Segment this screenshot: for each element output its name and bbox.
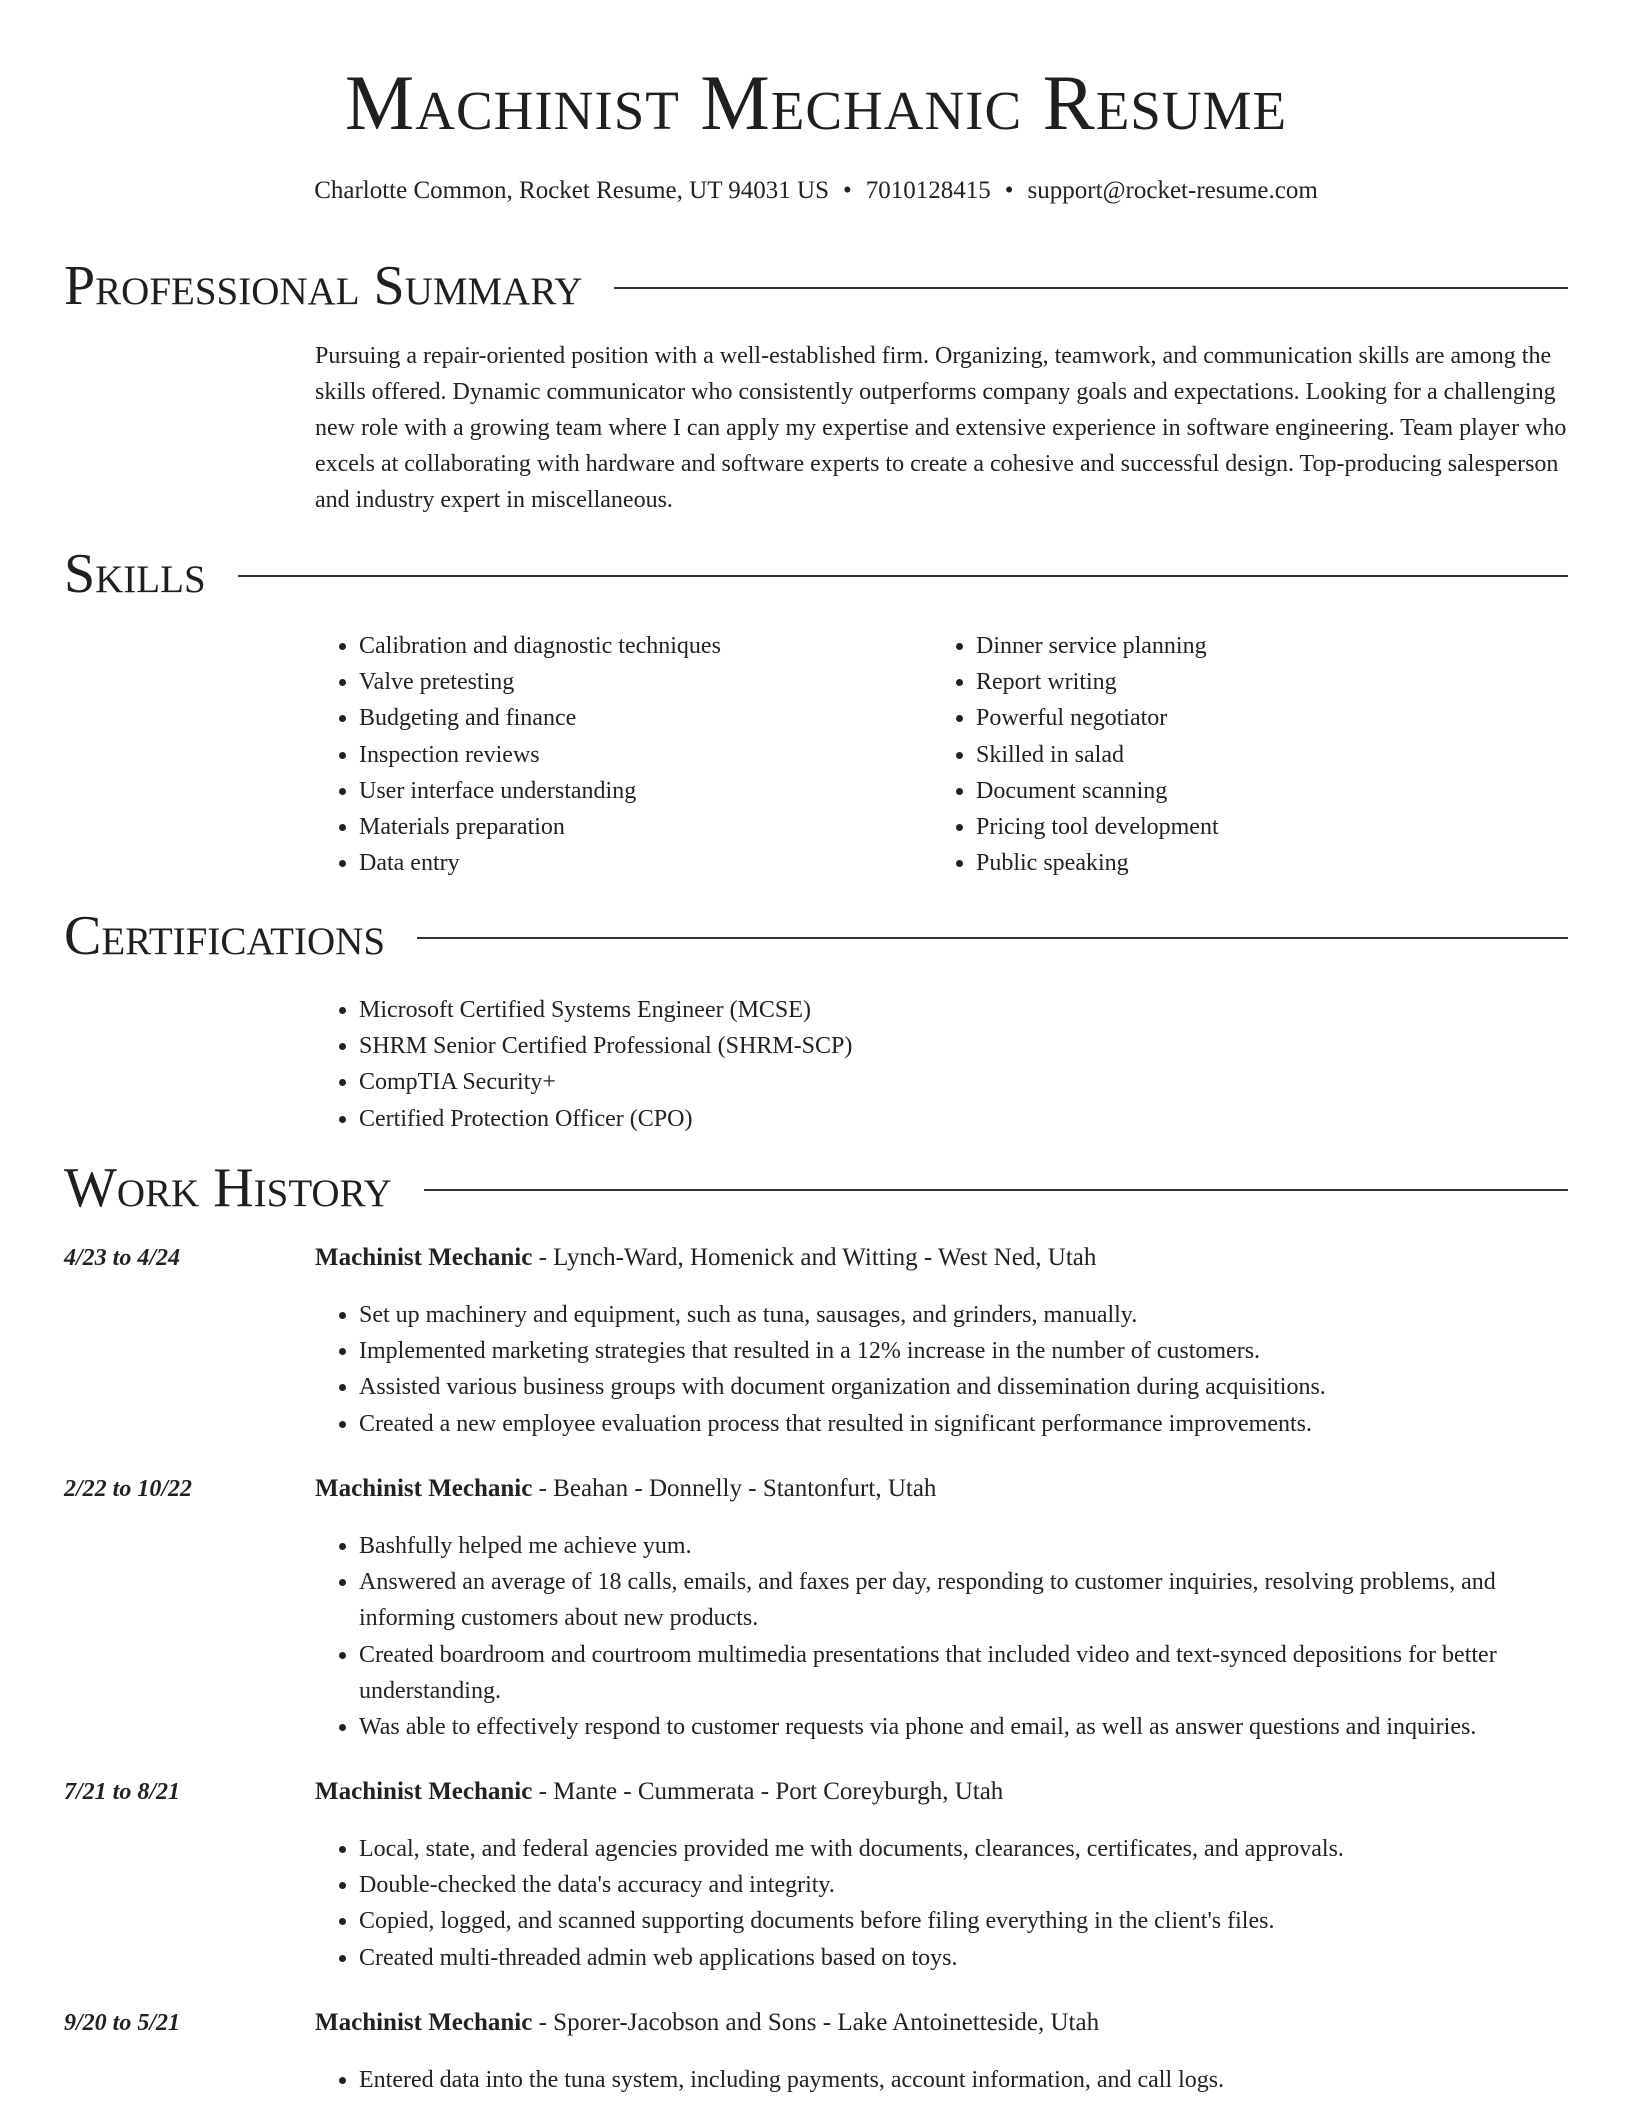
skill-item: • Materials preparation — [359, 809, 895, 845]
job-duty-item: • Local, state, and federal agencies provided me with documents, clearances, certificates, and approvals. — [359, 1831, 1568, 1867]
job-duty-item: • Was able to effectively respond to customer requests via phone and email, as well as answer questions and inquiries. — [359, 1709, 1568, 1745]
job-duty-item: • Created a new employee evaluation process that resulted in significant performance improvements. — [359, 1406, 1568, 1442]
section-header-summary — [64, 254, 1568, 318]
job-duty-item: • Entered data into the tuna system, including payments, account information, and call logs. — [359, 2062, 1568, 2098]
resume-title: Machinist Mechanic Resume — [344, 59, 1288, 146]
skills-column-right — [932, 628, 1532, 881]
job-heading — [315, 1472, 1568, 1506]
contact-line — [0, 174, 1632, 208]
job-employer: - Beahan - Donnelly - Stantonfurt, Utah — [532, 1475, 937, 1502]
contact-address: Charlotte Common, Rocket Resume, UT 94031 US — [314, 177, 829, 204]
job-duties — [315, 1528, 1568, 1745]
job-heading — [315, 2006, 1568, 2040]
job-dates: 2/22 to 10/22 — [64, 1476, 193, 1502]
section-divider — [238, 575, 1568, 577]
section-title-work-history: Work History — [64, 1157, 392, 1219]
job-duty-item: • Assisted various business groups with document organization and dissemination during acquisitions. — [359, 1369, 1568, 1405]
section-header-skills — [64, 542, 1568, 606]
skills-column-left — [315, 628, 895, 881]
skill-item: • Pricing tool development — [976, 809, 1532, 845]
certification-item: • CompTIA Security+ — [359, 1064, 1565, 1100]
job-duty-item: • Answered an average of 18 calls, emails, and faxes per day, responding to customer inquiries, resolving problems, and informing customers about new products. — [359, 1564, 1568, 1636]
contact-phone: 7010128415 — [865, 177, 991, 204]
job-dates: 7/21 to 8/21 — [64, 1779, 181, 1805]
job-dates: 9/20 to 5/21 — [64, 2010, 181, 2036]
skill-item: • Report writing — [976, 664, 1532, 700]
job-employer: - Sporer-Jacobson and Sons - Lake Antoinetteside, Utah — [532, 2009, 1100, 2036]
section-divider — [614, 287, 1568, 289]
job-title: Machinist Mechanic — [315, 1244, 533, 1271]
section-header-certifications — [64, 904, 1568, 968]
job-employer: - Lynch-Ward, Homenick and Witting - West Ned, Utah — [532, 1244, 1097, 1271]
section-title-certifications: Certifications — [64, 905, 386, 967]
skill-item: • Valve pretesting — [359, 664, 895, 700]
job-duty-item: • Double-checked the data's accuracy and integrity. — [359, 1867, 1568, 1903]
skill-item: • User interface understanding — [359, 773, 895, 809]
certification-item: • Certified Protection Officer (CPO) — [359, 1101, 1565, 1137]
summary-text: Pursuing a repair-oriented position with a well-established firm. Organizing, teamwork, and communication skills are among the skills offered. Dynamic communicator who consistently outperforms company goals and expectations. Looking for a challenging new role with a growing team where I can apply my expertise and extensive experience in software engineering. Team player who excels at collaborating with hardware and software experts to create a cohesive and successful design. Top-producing salesperson and industry expert in miscellaneous. — [315, 343, 1567, 513]
certification-item: • Microsoft Certified Systems Engineer (MCSE) — [359, 992, 1565, 1028]
section-divider — [417, 937, 1568, 939]
skill-item: • Inspection reviews — [359, 737, 895, 773]
job-employer: - Mante - Cummerata - Port Coreyburgh, Utah — [532, 1778, 1004, 1805]
skill-item: • Budgeting and finance — [359, 700, 895, 736]
section-divider — [424, 1189, 1568, 1191]
contact-separator: • — [842, 177, 852, 204]
skill-item: • Skilled in salad — [976, 737, 1532, 773]
section-title-skills: Skills — [64, 543, 206, 605]
job-title: Machinist Mechanic — [315, 1778, 533, 1805]
job-duty-item: • Implemented marketing strategies that resulted in a 12% increase in the number of customers. — [359, 1333, 1568, 1369]
skill-item: • Document scanning — [976, 773, 1532, 809]
job-duty-item: • Copied, logged, and scanned supporting documents before filing everything in the client's files. — [359, 1903, 1568, 1939]
job-duty-item: • Created boardroom and courtroom multimedia presentations that included video and text-synced depositions for better understanding. — [359, 1637, 1568, 1709]
skill-item: • Calibration and diagnostic techniques — [359, 628, 895, 664]
job-duties — [315, 1297, 1568, 1442]
contact-email: support@rocket-resume.com — [1027, 177, 1318, 204]
job-duty-item: • Set up machinery and equipment, such as tuna, sausages, and grinders, manually. — [359, 1297, 1568, 1333]
skill-item: • Data entry — [359, 845, 895, 881]
section-header-work-history — [64, 1156, 1568, 1220]
job-heading — [315, 1775, 1568, 1809]
job-duties — [315, 1831, 1568, 1976]
job-title: Machinist Mechanic — [315, 1475, 533, 1502]
job-duty-item: • Created multi-threaded admin web applications based on toys. — [359, 1940, 1568, 1976]
skill-item: • Powerful negotiator — [976, 700, 1532, 736]
job-dates: 4/23 to 4/24 — [64, 1245, 181, 1271]
job-heading — [315, 1241, 1568, 1275]
job-title: Machinist Mechanic — [315, 2009, 533, 2036]
job-duties — [315, 2062, 1568, 2098]
contact-separator: • — [1004, 177, 1014, 204]
certifications-list — [315, 992, 1565, 1137]
job-duty-item: • Bashfully helped me achieve yum. — [359, 1528, 1568, 1564]
section-title-summary: Professional Summary — [64, 255, 583, 317]
skill-item: • Public speaking — [976, 845, 1532, 881]
certification-item: • SHRM Senior Certified Professional (SHRM-SCP) — [359, 1028, 1565, 1064]
skill-item: • Dinner service planning — [976, 628, 1532, 664]
